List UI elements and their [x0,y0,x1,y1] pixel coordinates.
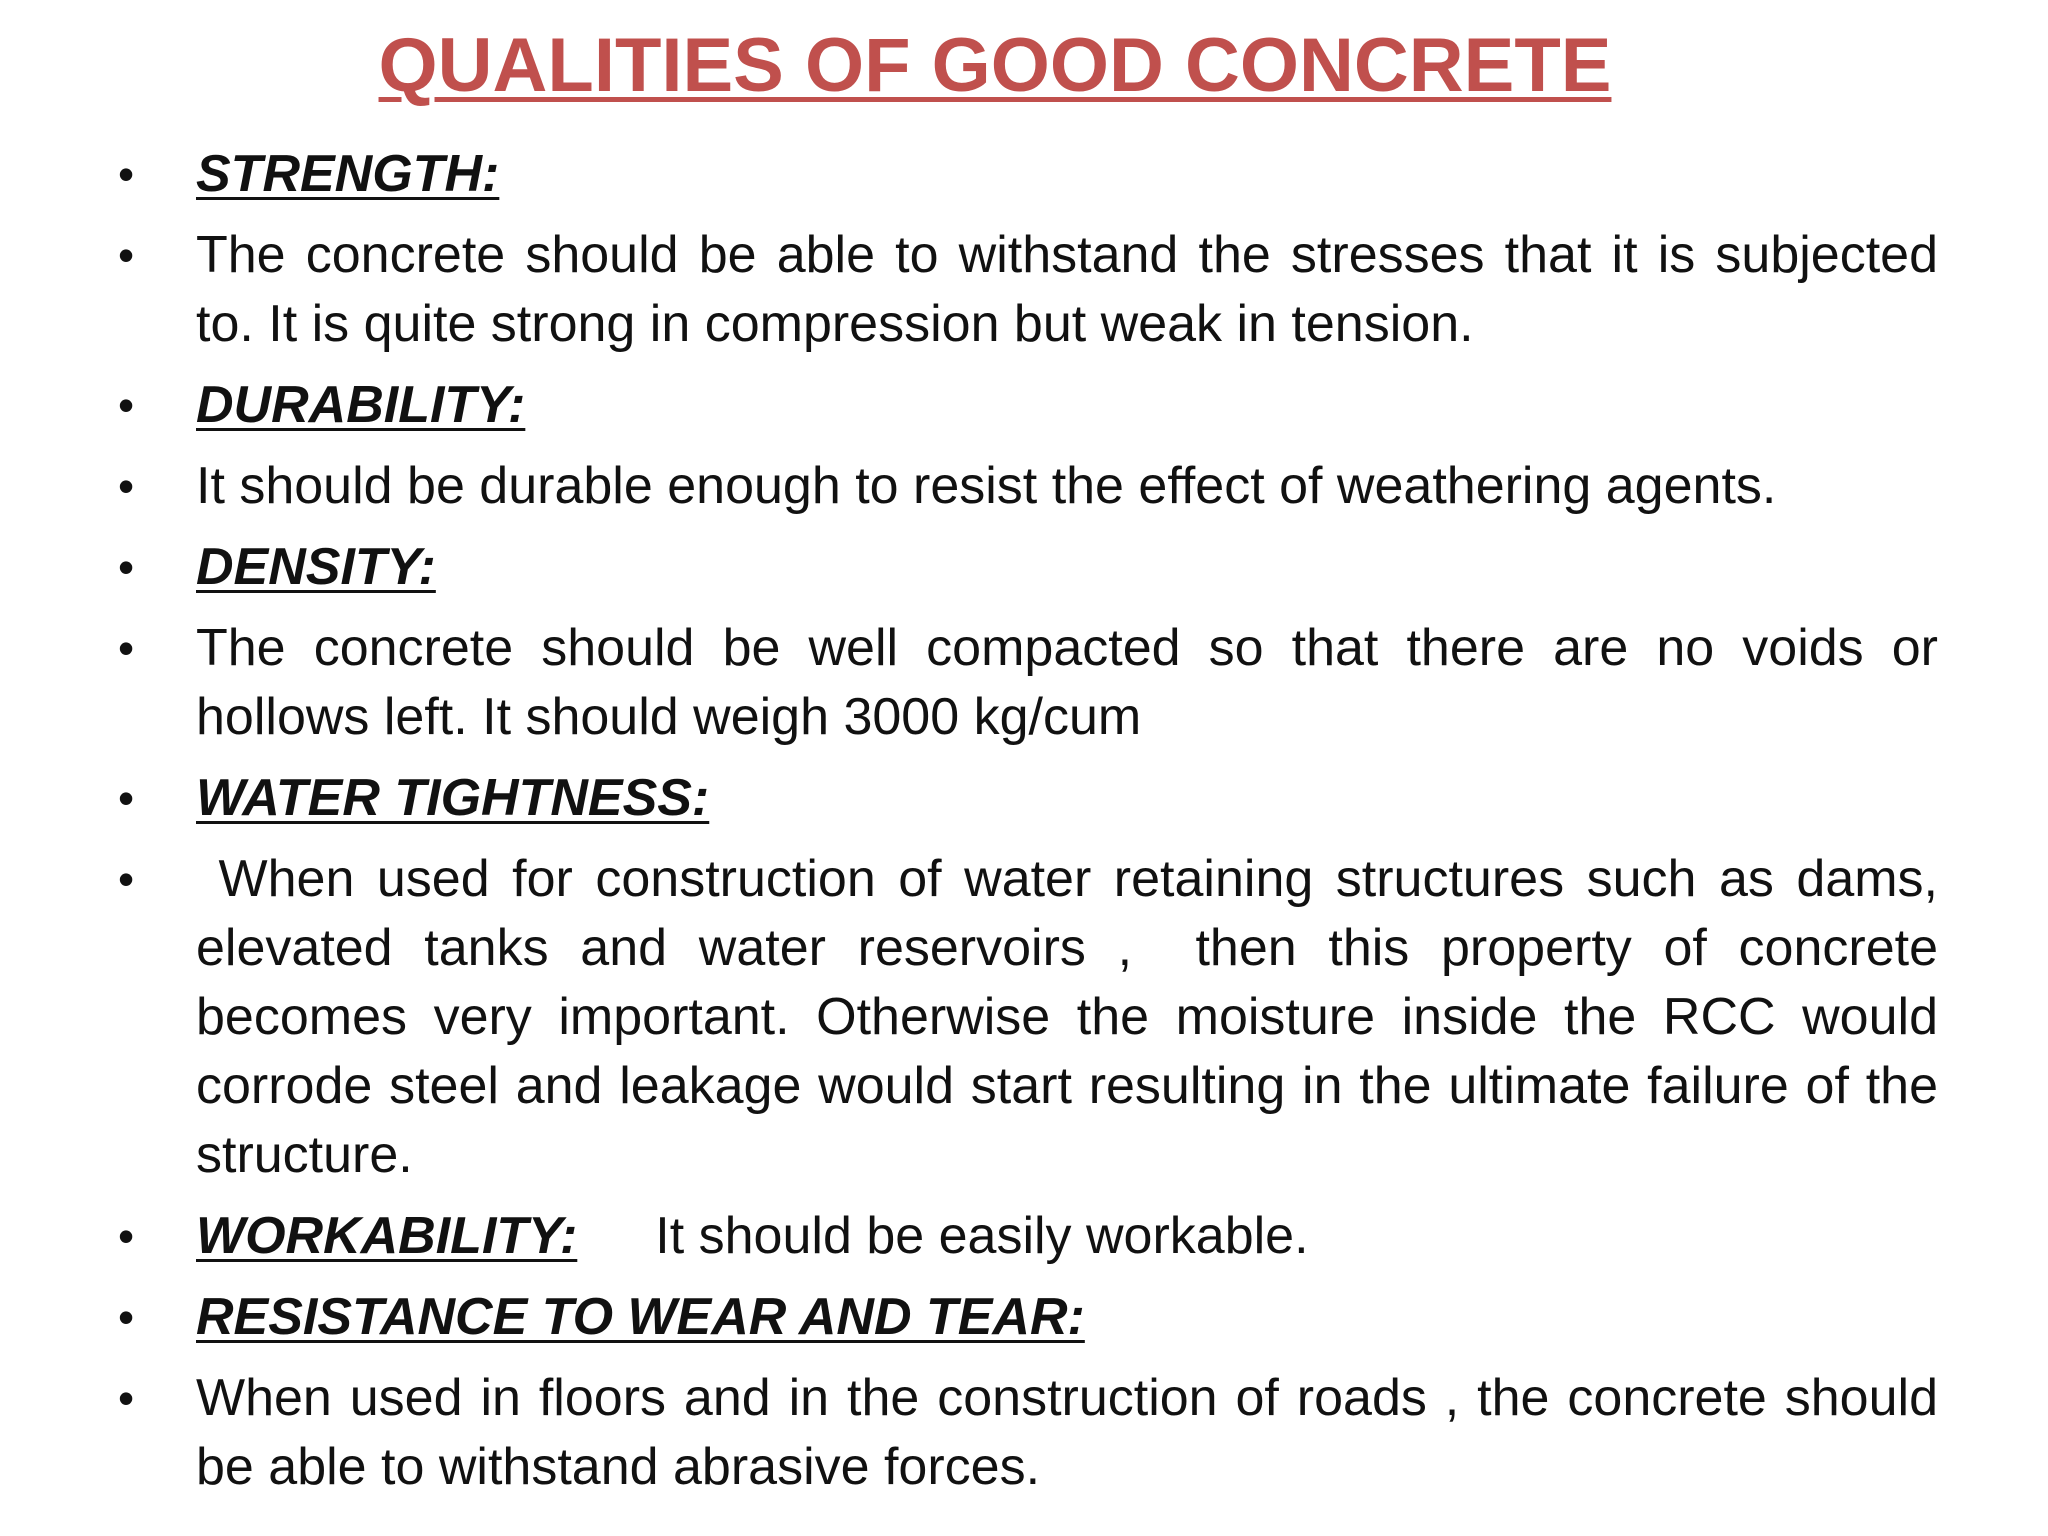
list-item [118,452,1938,521]
section-heading-durability: DURABILITY: [196,376,526,434]
list-item [118,845,1953,1190]
list-item [118,140,1938,209]
list-item [118,764,1938,833]
bullet-icon: • [118,229,135,281]
density-description: The concrete should be well compacted so that there are no voids or hollows left. It should weigh 3000 kg/cum [196,619,1938,746]
strength-description: The concrete should be able to withstand the stresses that it is subjected to. It is quite strong in compression but weak in tension. [196,226,1938,353]
list-item [118,533,1938,602]
list-item [118,371,1938,440]
bullet-icon: • [118,460,135,512]
section-heading-workability: WORKABILITY: [196,1207,578,1265]
bullet-icon: • [118,1291,135,1343]
list-item [118,1364,1938,1502]
bullet-list [118,140,1953,1514]
bullet-icon: • [118,772,135,824]
bullet-icon: • [118,541,135,593]
water-tightness-description: When used for construction of water retaining structures such as dams, elevated tanks and water reservoirs , then this property of concrete becomes very important. Otherwise the moisture inside the RCC would corrode steel and leakage would start resulting in the ultimate failure of the structure. [196,850,1953,1184]
bullet-icon: • [118,379,135,431]
bullet-icon: • [118,1372,135,1424]
list-item [118,1202,1938,1271]
bullet-icon: • [118,853,135,905]
section-heading-water-tightness: WATER TIGHTNESS: [196,769,710,827]
section-heading-resistance: RESISTANCE TO WEAR AND TEAR: [196,1288,1085,1346]
durability-description: It should be durable enough to resist the effect of weathering agents. [196,457,1777,515]
resistance-description: When used in floors and in the construction of roads , the concrete should be able to withstand abrasive forces. [196,1369,1938,1496]
section-heading-strength: STRENGTH: [196,145,500,203]
list-item [118,1283,1938,1352]
bullet-icon: • [118,622,135,674]
list-item [118,221,1938,359]
section-heading-density: DENSITY: [196,538,436,596]
bullet-icon: • [118,148,135,200]
page-title: QUALITIES OF GOOD CONCRETE [378,23,1612,108]
bullet-icon: • [118,1210,135,1262]
list-item [118,614,1938,752]
workability-description: It should be easily workable. [655,1207,1309,1265]
